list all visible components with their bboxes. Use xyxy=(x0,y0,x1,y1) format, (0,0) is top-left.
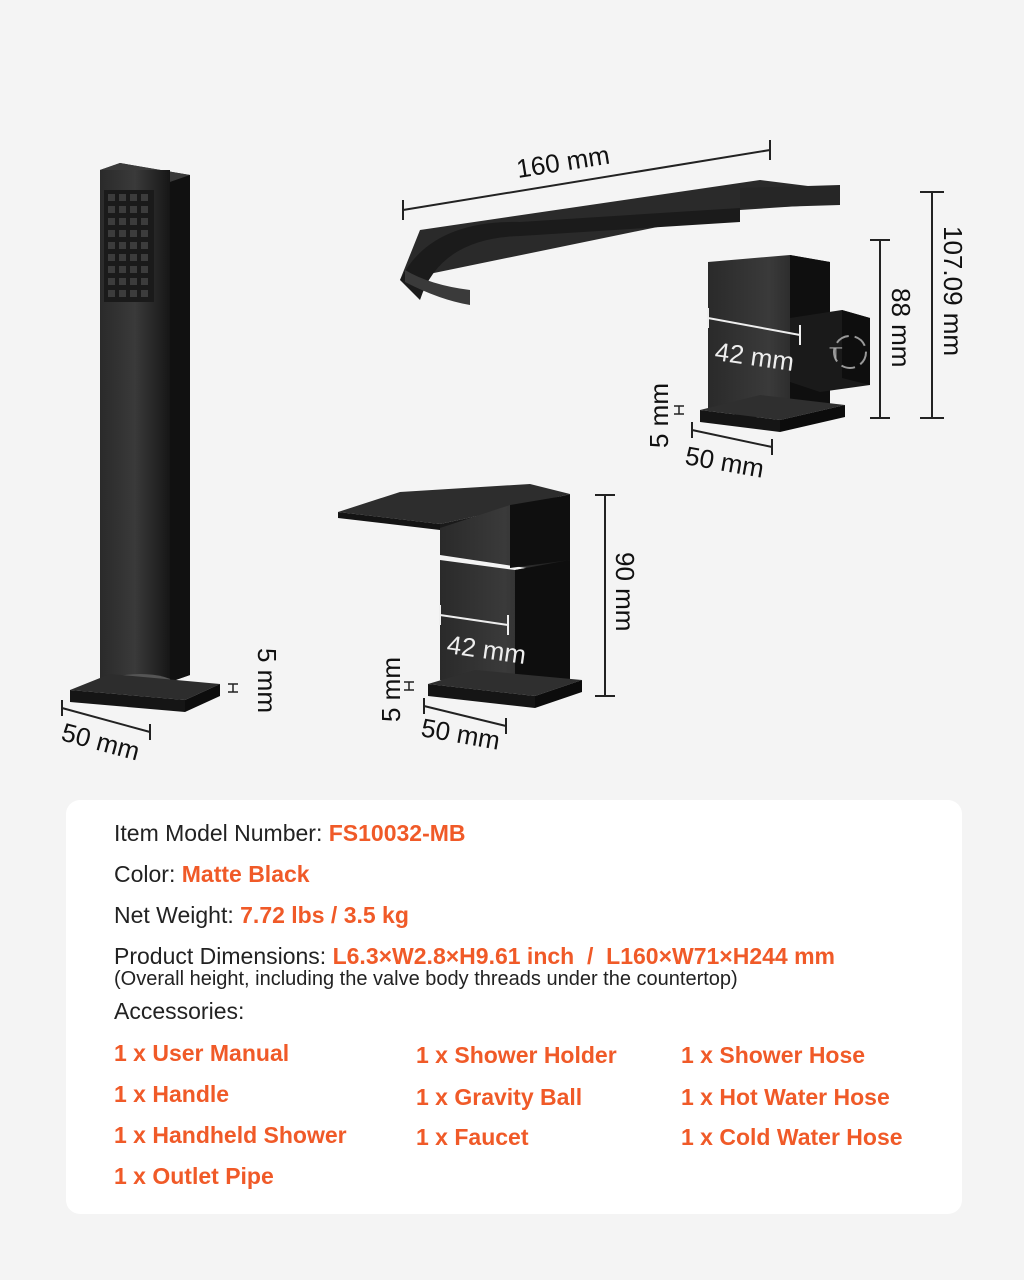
model-number-row xyxy=(114,820,466,847)
nozzle-hole xyxy=(119,278,126,285)
shower-base-height-label: 5 mm xyxy=(252,648,282,713)
handheld-shower xyxy=(70,163,220,712)
nozzle-hole xyxy=(130,242,137,249)
accessories-heading: Accessories: xyxy=(114,998,245,1024)
nozzle-hole xyxy=(141,218,148,225)
nozzle-hole xyxy=(130,278,137,285)
nozzle-hole xyxy=(141,266,148,273)
model-number-value: FS10032-MB xyxy=(328,820,466,846)
color-value: Matte Black xyxy=(181,861,310,887)
accessory-item: 1 x Hot Water Hose xyxy=(681,1084,890,1110)
spout-body-height-label: 88 mm xyxy=(886,288,916,368)
nozzle-hole xyxy=(108,230,115,237)
nozzle-hole xyxy=(130,194,137,201)
spout-body-width-label: 42 mm xyxy=(713,336,797,378)
net-weight-label: Net Weight: xyxy=(114,902,241,928)
nozzle-hole xyxy=(119,194,126,201)
net-weight-row xyxy=(114,902,409,929)
accessory-item: 1 x Handle xyxy=(114,1081,230,1107)
svg-text:⊤: ⊤ xyxy=(828,344,844,365)
nozzle-hole xyxy=(130,230,137,237)
nozzle-hole xyxy=(119,266,126,273)
handle-base-height-label: 5 mm xyxy=(376,657,406,722)
accessory-item: 1 x Handheld Shower xyxy=(114,1122,347,1148)
nozzle-hole xyxy=(108,254,115,261)
nozzle-hole xyxy=(108,194,115,201)
accessory-item: 1 x User Manual xyxy=(114,1040,290,1066)
nozzle-hole xyxy=(141,278,148,285)
dimensions-label: Product Dimensions: xyxy=(114,943,333,969)
handle-body-width-label: 42 mm xyxy=(445,629,529,671)
nozzle-hole xyxy=(130,254,137,261)
spout-base-width-label: 50 mm xyxy=(682,440,767,484)
nozzle-hole xyxy=(108,278,115,285)
accessory-item: 1 x Shower Hose xyxy=(681,1042,866,1068)
nozzle-hole xyxy=(119,206,126,213)
accessory-item: 1 x Outlet Pipe xyxy=(114,1163,274,1189)
nozzle-hole xyxy=(141,206,148,213)
handle-base-width-label: 50 mm xyxy=(418,712,503,756)
color-label: Color: xyxy=(114,861,182,887)
nozzle-hole xyxy=(141,290,148,297)
waterfall-spout xyxy=(400,180,870,432)
nozzle-hole xyxy=(119,254,126,261)
accessory-item: 1 x Cold Water Hose xyxy=(681,1124,903,1150)
nozzle-hole xyxy=(108,242,115,249)
spout-length-label: 160 mm xyxy=(514,139,612,184)
nozzle-hole xyxy=(119,230,126,237)
nozzle-hole xyxy=(130,206,137,213)
accessory-item: 1 x Gravity Ball xyxy=(416,1084,583,1110)
accessory-item: 1 x Faucet xyxy=(416,1124,529,1150)
nozzle-hole xyxy=(108,218,115,225)
dimensions-row xyxy=(114,943,835,970)
model-number-label: Item Model Number: xyxy=(114,820,329,846)
handle-height-label: 90 mm xyxy=(610,552,640,632)
nozzle-hole xyxy=(130,218,137,225)
nozzle-hole xyxy=(141,194,148,201)
dimensions-value: L6.3×W2.8×H9.61 inch / L160×W71×H244 mm xyxy=(332,943,836,969)
nozzle-hole xyxy=(119,242,126,249)
nozzle-hole xyxy=(130,290,137,297)
spout-total-height-label: 107.09 mm xyxy=(938,226,968,357)
spec-card xyxy=(66,800,962,1214)
mixer-handle xyxy=(338,484,582,708)
accessory-item: 1 x Shower Holder xyxy=(416,1042,617,1068)
dimensions-note: (Overall height, including the valve body threads under the countertop) xyxy=(114,968,738,990)
nozzle-hole xyxy=(141,230,148,237)
color-row xyxy=(114,861,310,888)
nozzle-hole xyxy=(141,254,148,261)
nozzle-hole xyxy=(130,266,137,273)
spout-base-height-label: 5 mm xyxy=(644,383,674,448)
shower-base-width-label: 50 mm xyxy=(58,716,143,767)
nozzle-hole xyxy=(108,266,115,273)
nozzle-hole xyxy=(119,218,126,225)
nozzle-hole xyxy=(119,290,126,297)
nozzle-hole xyxy=(108,290,115,297)
nozzle-hole xyxy=(108,206,115,213)
net-weight-value: 7.72 lbs / 3.5 kg xyxy=(240,902,409,928)
nozzle-hole xyxy=(141,242,148,249)
